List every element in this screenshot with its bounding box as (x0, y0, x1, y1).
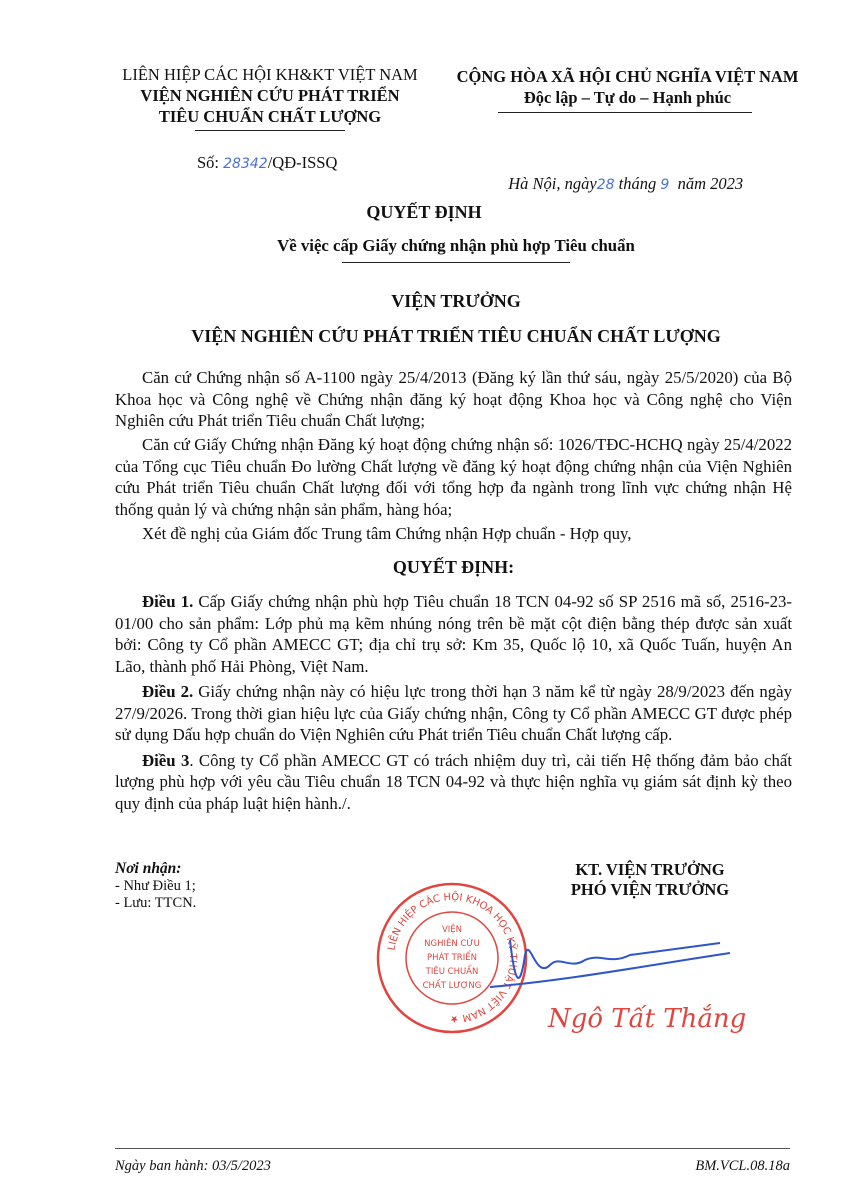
number-suffix: /QĐ-ISSQ (267, 153, 338, 172)
svg-text:VIỆN: VIỆN (441, 925, 463, 935)
svg-text:LIÊN HIỆP CÁC HỘI KHOA HỌC KỸ: LIÊN HIỆP CÁC HỘI KHOA HỌC KỸ THUẬT VIỆT NAM ★ (386, 891, 519, 1025)
article-label: Điều 3 (142, 750, 190, 770)
article-text: Giấy chứng nhận này có hiệu lực trong thời hạn 3 năm kể từ ngày 28/9/2023 đến ngày 27/9/2026. Trong thời gian hiệu lực của Giấy chứng nhận, Công ty Cổ phần AMECC GT được phép sử dụng Dấu hợp chuẩn do Viện Nghiên cứu Phát triển Tiêu chuẩn Chất lượng cấp. (115, 682, 793, 744)
handwritten-signature (490, 925, 740, 995)
signature-title (540, 860, 760, 900)
signature-title-1: KT. VIỆN TRƯỞNG (575, 860, 725, 879)
svg-text:CHẤT LƯỢNG: CHẤT LƯỢNG (422, 981, 482, 991)
issuer-block (105, 64, 435, 127)
recipient-item: - Lưu: TTCN. (115, 895, 197, 911)
date-month: 9 (660, 177, 670, 193)
footer-form-code: BM.VCL.08.18a (695, 1158, 790, 1174)
date-year: năm 2023 (669, 174, 744, 193)
article-1 (115, 591, 792, 677)
motto: Độc lập – Tự do – Hạnh phúc (523, 88, 732, 107)
recipient-item: - Như Điều 1; (115, 877, 196, 894)
article-text: . Công ty Cổ phần AMECC GT có trách nhiệm duy trì, cải tiến Hệ thống đảm bảo chất lượng phù hợp với yêu cầu Tiêu chuẩn 18 TCN 04-92 và thực hiện nghĩa vụ giám sát định kỳ theo quy định của pháp luật hiện hành./. (115, 750, 792, 813)
article-text: Cấp Giấy chứng nhận phù hợp Tiêu chuẩn 18 TCN 04-92 số SP 2516 mã số, 2516-23-01/00 cho sản phẩm: Lớp phủ mạ kẽm nhúng nóng trên bề mặt cột điện bằng thép được sản xuất bởi: Công ty Cổ phần AMECC GT; địa chỉ trụ sở: Km 35, Quốc lộ 10, xã Quốc Tuấn, huyện An Lão, thành phố Hải Phòng, Việt Nam. (115, 592, 793, 676)
authority-title: VIỆN TRƯỞNG (391, 291, 521, 311)
decision-heading: QUYẾT ĐỊNH: (392, 557, 515, 577)
date-mid: tháng (614, 174, 661, 193)
article-label: Điều 1. (142, 592, 194, 611)
motto-underline (498, 112, 752, 113)
document-number (197, 152, 337, 175)
article-3 (115, 750, 792, 815)
preamble-proposal: Xét đề nghị của Giám đốc Trung tâm Chứng nhận Hợp chuẩn - Hợp quy, (142, 523, 632, 543)
signature-title-2: PHÓ VIỆN TRƯỞNG (570, 880, 730, 899)
svg-text:TIÊU CHUẨN: TIÊU CHUẨN (425, 967, 479, 977)
country-name: CỘNG HÒA XÃ HỘI CHỦ NGHĨA VIỆT NAM (456, 67, 799, 86)
document-title: QUYẾT ĐỊNH (366, 202, 482, 222)
signer-name: Ngô Tất Thắng (548, 1004, 747, 1034)
preamble-basis-2: Căn cứ Giấy Chứng nhận Đăng ký hoạt động chứng nhận số: 1026/TĐC-HCHQ ngày 25/4/2022 của Tổng cục Tiêu chuẩn Đo lường Chất lượng về đăng ký hoạt động chứng nhận của Viện Nghiên cứu Phát triển Tiêu chuẩn Chất lượng đối với tổng hợp đa ngành trong lĩnh vực chứng nhận Hệ thống quản lý và chứng nhận sản phẩm, hàng hóa; (115, 435, 792, 519)
article-2 (115, 681, 792, 746)
preamble-basis-1: Căn cứ Chứng nhận số A-1100 ngày 25/4/2013 (Đăng ký lần thứ sáu, ngày 25/5/2020) của Bộ Khoa học và Công nghệ về Chứng nhận đăng ký hoạt động Khoa học và Công nghệ cho Viện Nghiên cứu Phát triển Tiêu chuẩn Chất lượng; (115, 368, 792, 430)
national-motto (440, 66, 815, 108)
recipients-heading: Nơi nhận: (115, 860, 182, 877)
footer-divider (115, 1148, 790, 1149)
date-prefix: Hà Nội, ngày (508, 174, 597, 193)
number-handwritten: 28342 (223, 156, 268, 172)
issuer-underline (195, 130, 345, 131)
document-body (115, 367, 792, 817)
document-subtitle: Về việc cấp Giấy chứng nhận phù hợp Tiêu chuẩn (277, 236, 635, 255)
svg-text:PHÁT TRIỂN: PHÁT TRIỂN (427, 953, 477, 963)
recipients (115, 860, 196, 913)
number-label: Số: (197, 153, 224, 172)
authority-name: VIỆN NGHIÊN CỨU PHÁT TRIỂN TIÊU CHUẨN CHẤT LƯỢNG (191, 326, 721, 346)
date-day: 28 (596, 177, 615, 193)
issuer-name: VIỆN NGHIÊN CỨU PHÁT TRIỂN (140, 86, 400, 105)
footer-issue-date: Ngày ban hành: 03/5/2023 (115, 1158, 271, 1174)
article-label: Điều 2. (142, 682, 194, 701)
issuer-name-2: TIÊU CHUẨN CHẤT LƯỢNG (158, 107, 382, 126)
issuer-parent: LIÊN HIỆP CÁC HỘI KH&KT VIỆT NAM (122, 65, 418, 84)
subtitle-underline (342, 262, 570, 263)
svg-text:NGHIÊN CỨU: NGHIÊN CỨU (424, 939, 480, 949)
